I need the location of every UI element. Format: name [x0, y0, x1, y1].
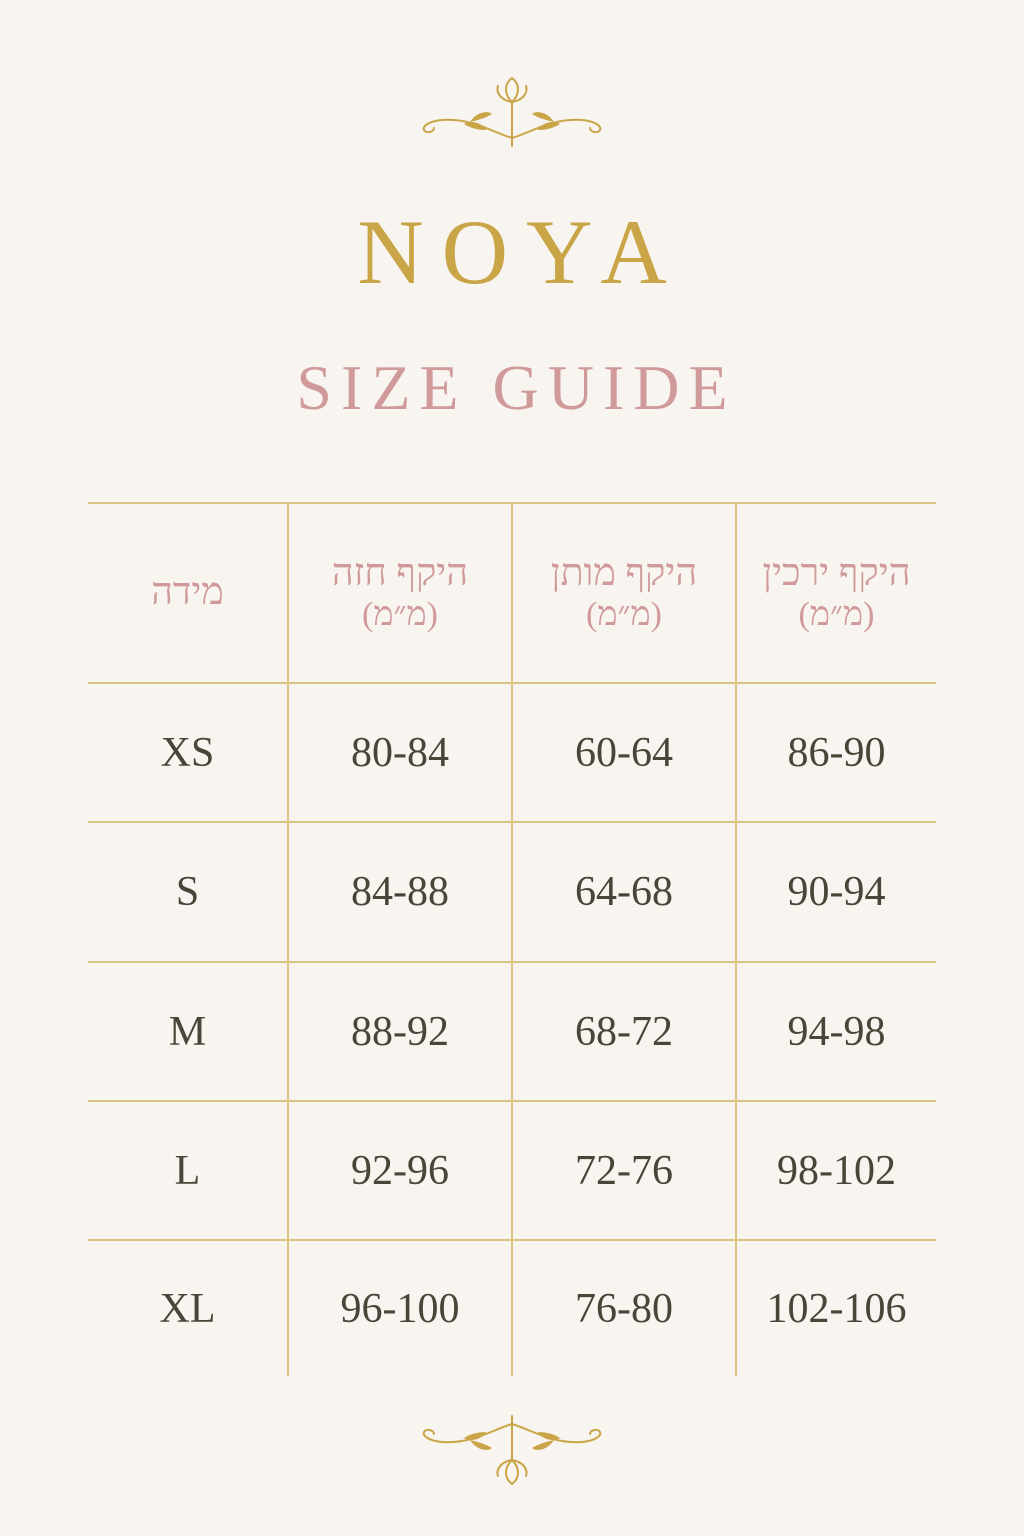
header-chest-unit: (מ״מ) [362, 596, 438, 634]
row-xl-waist: 76-80 [575, 1285, 673, 1332]
row-l-chest: 92-96 [351, 1147, 449, 1194]
brand-title: NOYA [357, 201, 685, 303]
row-m-hip: 94-98 [787, 1008, 886, 1055]
row-xl-size: XL [159, 1285, 216, 1332]
row-l-hip: 98-102 [777, 1147, 896, 1194]
row-xs-size: XS [160, 729, 215, 776]
row-s-hip: 90-94 [787, 869, 886, 915]
header-size [88, 504, 287, 682]
header-hip-label: היקף ירכין [762, 551, 911, 594]
row-s-size: S [175, 869, 200, 915]
row-l-waist: 72-76 [575, 1147, 673, 1194]
header-chest-label: היקף חזה [331, 551, 469, 594]
header-hip-unit: (מ״מ) [798, 596, 875, 634]
row-m-chest: 88-92 [351, 1008, 449, 1055]
row-xs-hip: 86-90 [787, 729, 886, 776]
header-waist-label: היקף מותן [550, 551, 698, 594]
header-waist-unit: (מ״מ) [586, 596, 662, 634]
row-xl-hip: 102-106 [766, 1285, 907, 1332]
header-size-label: מידה [151, 571, 224, 614]
header-waist [513, 504, 735, 682]
row-l-size: L [174, 1147, 201, 1194]
header-hip [737, 504, 936, 682]
header-chest [289, 504, 511, 682]
row-xs-chest: 80-84 [351, 729, 449, 776]
row-m-waist: 68-72 [575, 1008, 673, 1055]
row-m-size: M [168, 1008, 207, 1055]
row-xs-waist: 60-64 [575, 729, 673, 776]
row-s-waist: 64-68 [575, 869, 673, 915]
floral-ornament-bottom-icon [412, 1410, 612, 1490]
row-s-chest: 84-88 [351, 869, 449, 915]
row-xl-chest: 96-100 [340, 1285, 460, 1332]
page-subtitle: SIZE GUIDE [296, 352, 737, 423]
floral-ornament-top-icon [412, 72, 612, 152]
